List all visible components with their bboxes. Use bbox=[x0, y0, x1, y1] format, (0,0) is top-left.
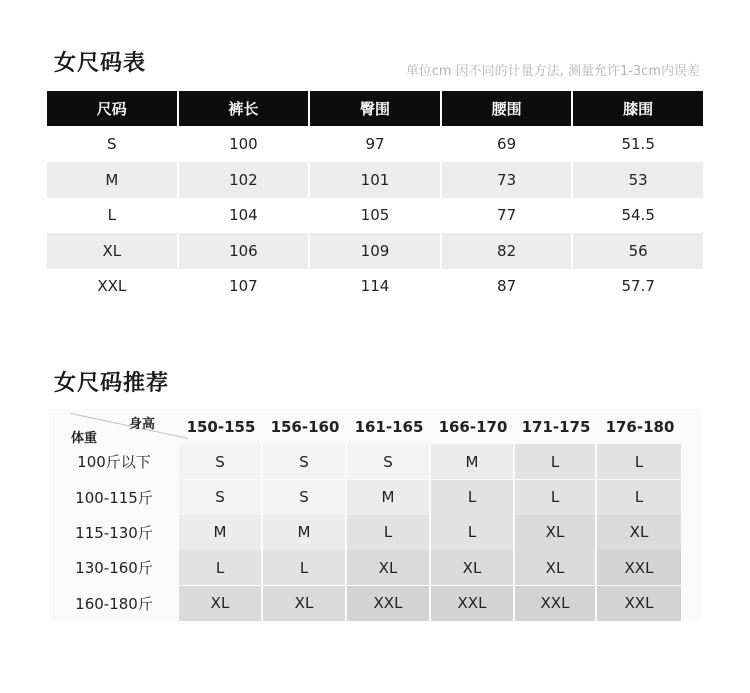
weight-row bbox=[49, 586, 683, 621]
recommended-size-cell: L bbox=[431, 515, 513, 550]
table-cell: 105 bbox=[360, 206, 390, 225]
table-cell: 107 bbox=[229, 277, 258, 296]
recommended-size-cell: XL bbox=[263, 586, 345, 621]
recommended-size-cell: S bbox=[263, 444, 345, 479]
table-cell: 56 bbox=[573, 233, 703, 269]
table-cell: 87 bbox=[497, 277, 517, 296]
table-cell: 73 bbox=[442, 162, 572, 198]
table-cell: 101 bbox=[310, 162, 440, 198]
table-cell: 100 bbox=[229, 135, 258, 154]
recommended-size-cell: M bbox=[431, 444, 513, 479]
recommended-size-cell: L bbox=[597, 444, 681, 479]
recommended-size-cell: S bbox=[263, 480, 345, 515]
height-range-header: 176-180 bbox=[605, 417, 675, 436]
table-cell: 114 bbox=[360, 277, 390, 296]
recommended-size-cell: L bbox=[263, 550, 345, 585]
recommended-size-cell: M bbox=[347, 480, 429, 515]
height-range-header: 171-175 bbox=[521, 417, 591, 436]
table-cell: 82 bbox=[442, 233, 572, 269]
recommended-size-cell: XL bbox=[597, 515, 681, 550]
column-header: 尺码 bbox=[47, 91, 177, 126]
table-cell: 51.5 bbox=[621, 135, 655, 154]
size-chart-row bbox=[47, 233, 703, 269]
size-chart-row bbox=[47, 162, 703, 198]
recommend-table bbox=[49, 409, 701, 621]
recommended-size-cell: L bbox=[597, 480, 681, 515]
corner-weight-label: 体重 bbox=[71, 431, 98, 446]
table-cell: 97 bbox=[365, 135, 385, 154]
recommended-size-cell: XXL bbox=[515, 586, 595, 621]
table-cell: XXL bbox=[97, 277, 127, 296]
column-header: 臀围 bbox=[310, 91, 440, 126]
recommended-size-cell: L bbox=[347, 515, 429, 550]
size-chart-table bbox=[47, 91, 703, 304]
recommended-size-cell: XXL bbox=[597, 586, 681, 621]
weight-range-label: 160-180斤 bbox=[75, 594, 153, 613]
table-cell: XL bbox=[47, 233, 177, 269]
recommended-size-cell: XXL bbox=[597, 550, 681, 585]
measurement-note: 单位cm 因不同的计量方法, 测量允许1-3cm内误差 bbox=[405, 64, 700, 79]
recommended-size-cell: XL bbox=[515, 550, 595, 585]
size-chart-row bbox=[47, 127, 703, 163]
recommended-size-cell: L bbox=[179, 550, 261, 585]
recommended-size-cell: M bbox=[179, 515, 261, 550]
table-cell: 102 bbox=[179, 162, 309, 198]
table-cell: 53 bbox=[573, 162, 703, 198]
weight-row bbox=[49, 480, 683, 515]
corner-header bbox=[49, 409, 179, 444]
size-chart-row bbox=[47, 269, 703, 305]
weight-range-label: 100斤以下 bbox=[77, 453, 151, 472]
table-cell: 77 bbox=[497, 206, 517, 225]
corner-height-label: 身高 bbox=[129, 417, 156, 432]
recommended-size-cell: M bbox=[263, 515, 345, 550]
table-cell: 54.5 bbox=[621, 206, 655, 225]
size-chart-title: 女尺码表 bbox=[54, 51, 147, 76]
size-chart-header-row bbox=[47, 91, 703, 127]
height-header-row bbox=[179, 409, 683, 444]
height-range-header: 166-170 bbox=[438, 417, 508, 436]
recommended-size-cell: S bbox=[179, 444, 261, 479]
size-chart-row bbox=[47, 198, 703, 234]
weight-row bbox=[49, 515, 683, 550]
weight-row bbox=[49, 550, 683, 585]
weight-row bbox=[49, 444, 683, 479]
weight-range-label: 100-115斤 bbox=[75, 488, 153, 507]
table-cell: 106 bbox=[179, 233, 309, 269]
table-cell: L bbox=[107, 206, 116, 225]
table-cell: 69 bbox=[497, 135, 517, 154]
recommended-size-cell: L bbox=[515, 480, 595, 515]
recommended-size-cell: S bbox=[179, 480, 261, 515]
recommended-size-cell: L bbox=[431, 480, 513, 515]
table-cell: S bbox=[107, 135, 117, 154]
recommended-size-cell: XXL bbox=[431, 586, 513, 621]
recommended-size-cell: XL bbox=[431, 550, 513, 585]
recommended-size-cell: XL bbox=[347, 550, 429, 585]
recommended-size-cell: XXL bbox=[347, 586, 429, 621]
table-cell: 109 bbox=[310, 233, 440, 269]
recommended-size-cell: XL bbox=[515, 515, 595, 550]
weight-range-label: 130-160斤 bbox=[75, 559, 153, 578]
column-header: 腰围 bbox=[442, 91, 572, 126]
recommended-size-cell: L bbox=[515, 444, 595, 479]
column-header: 膝围 bbox=[573, 91, 703, 126]
recommended-size-cell: XL bbox=[179, 586, 261, 621]
height-range-header: 161-165 bbox=[354, 417, 424, 436]
column-header: 裤长 bbox=[179, 91, 309, 126]
recommend-title: 女尺码推荐 bbox=[54, 371, 170, 396]
table-cell: 104 bbox=[229, 206, 258, 225]
weight-range-label: 115-130斤 bbox=[75, 523, 153, 542]
table-cell: 57.7 bbox=[621, 277, 655, 296]
height-range-header: 150-155 bbox=[186, 417, 256, 436]
table-cell: M bbox=[47, 162, 177, 198]
recommended-size-cell: S bbox=[347, 444, 429, 479]
height-range-header: 156-160 bbox=[270, 417, 340, 436]
